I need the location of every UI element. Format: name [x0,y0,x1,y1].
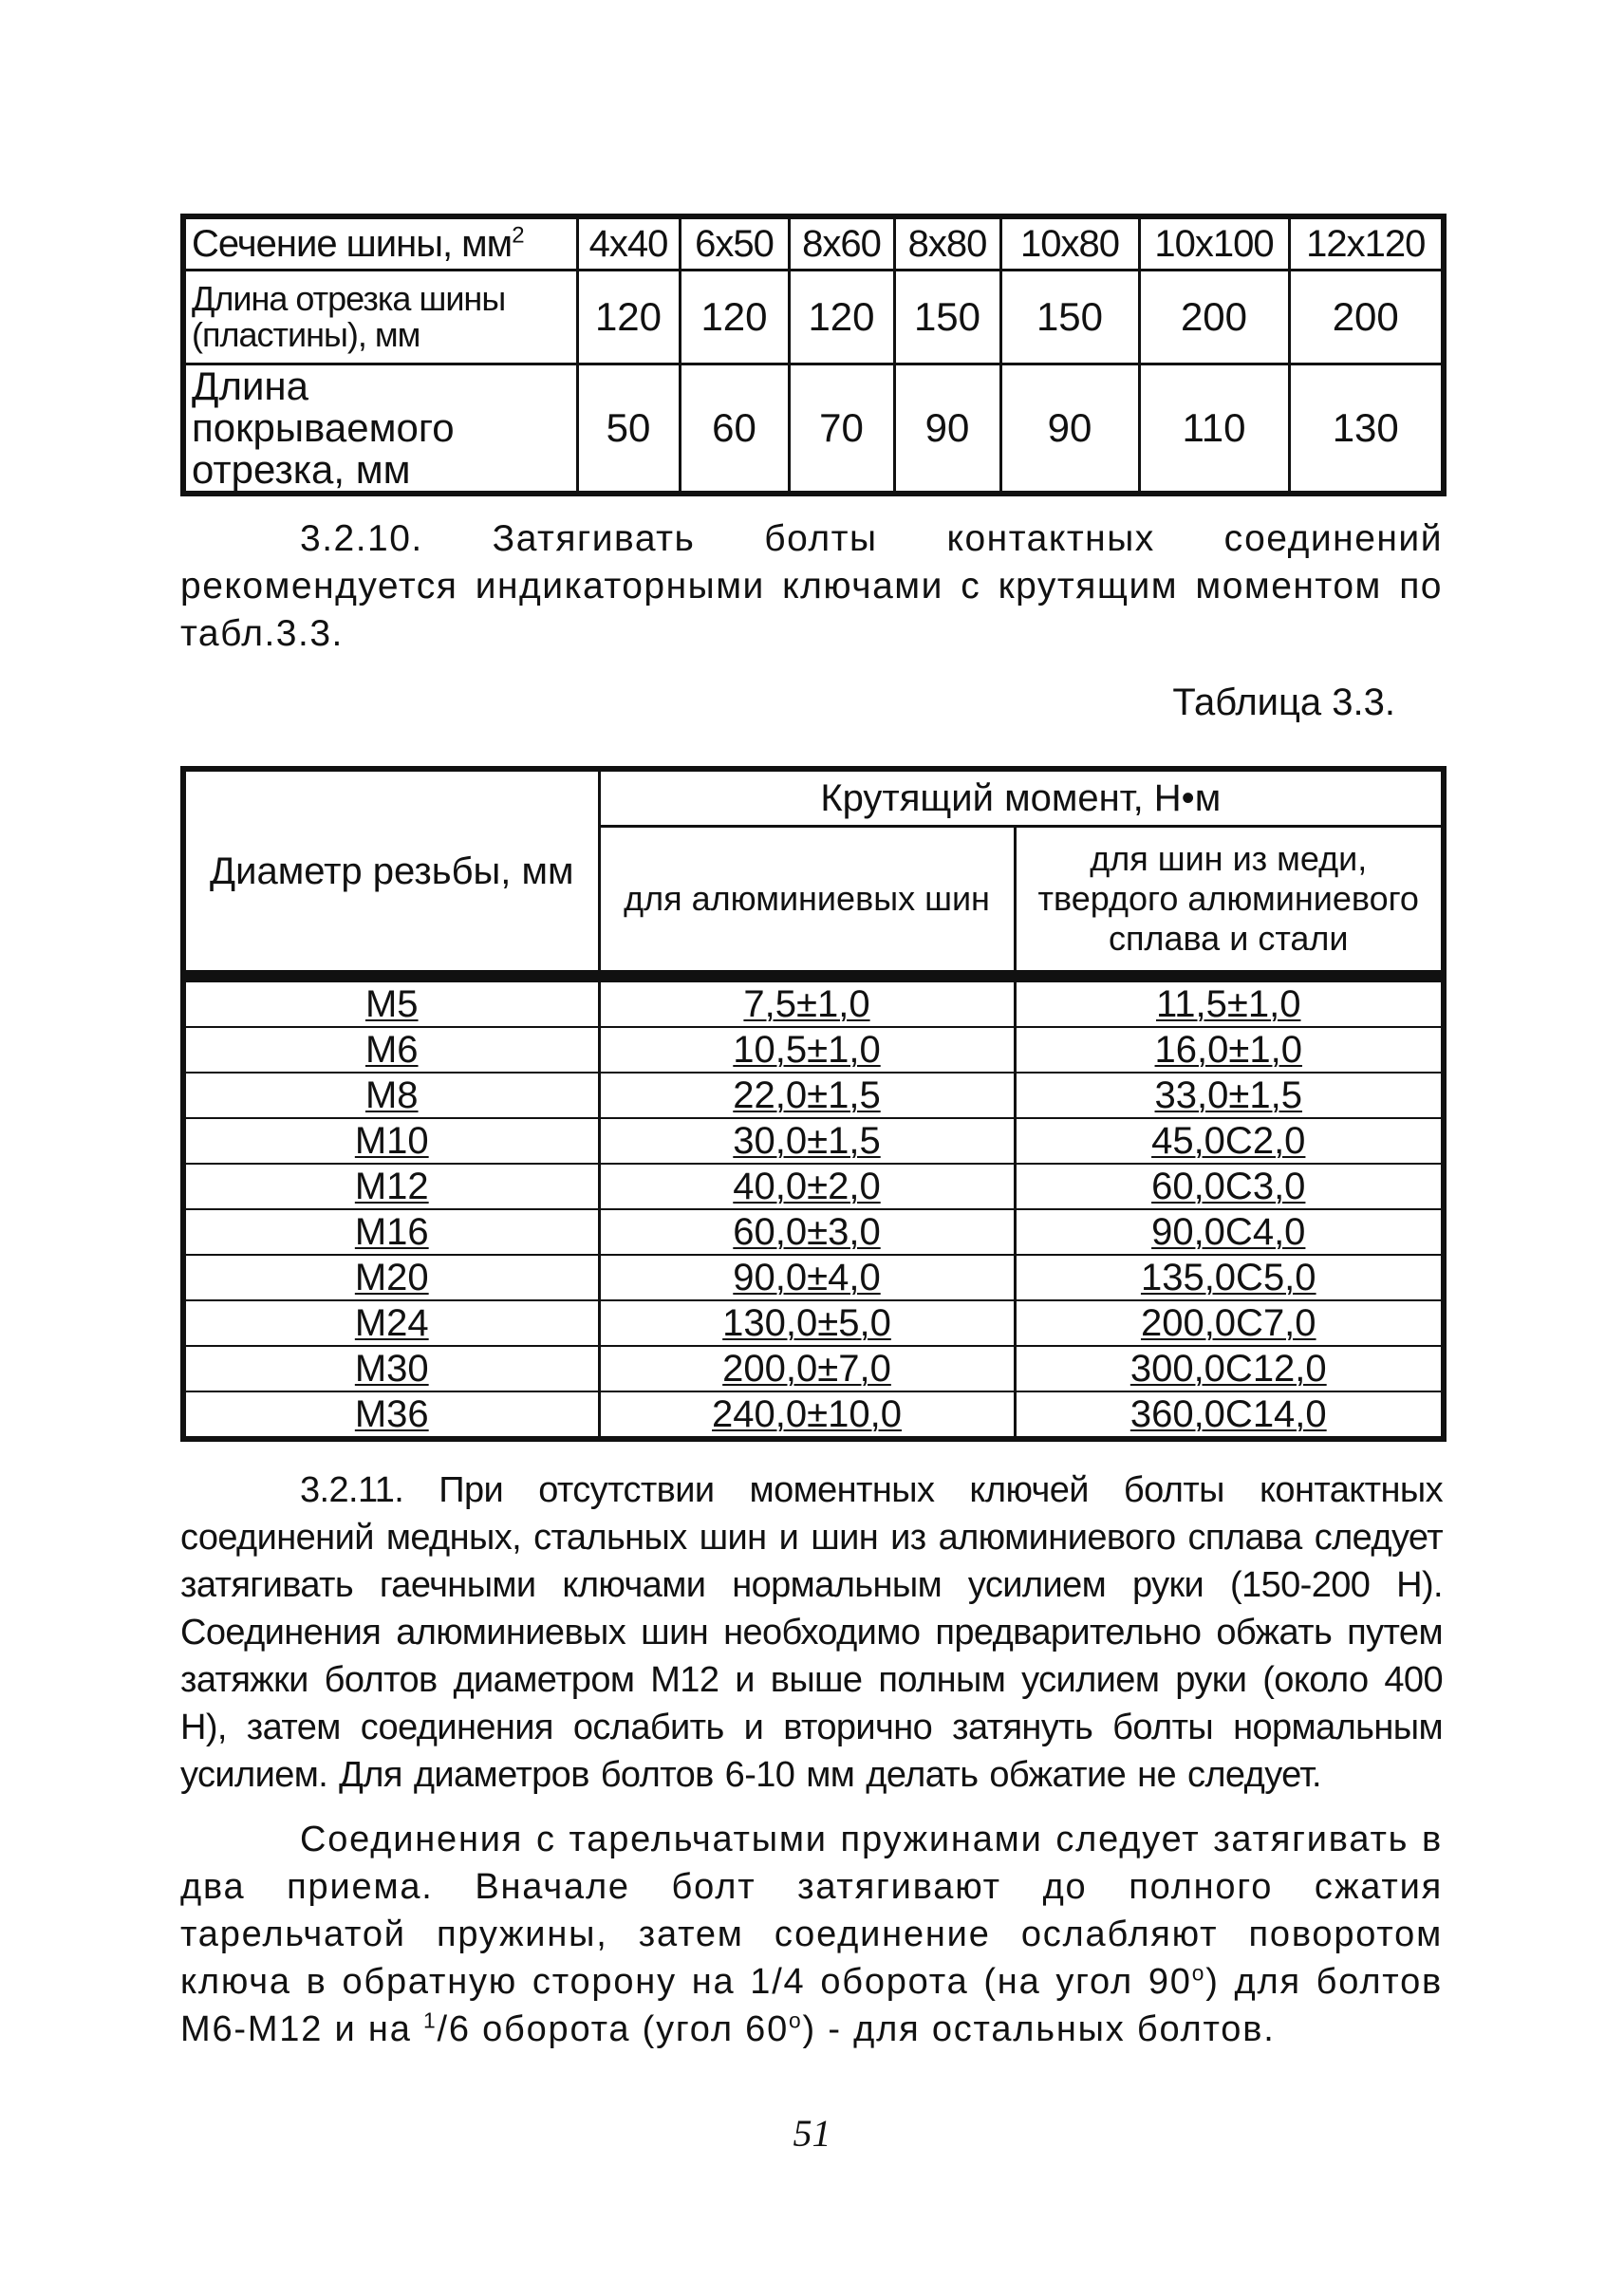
diameter-cell: M6 [183,1027,599,1073]
aluminium-torque-cell: 40,0±2,0 [599,1164,1015,1209]
section-cell: 4x40 [577,216,680,271]
diameter-column-header: Диаметр резьбы, мм [183,769,599,972]
piece-length-cell: 150 [1000,271,1139,364]
covered-length-label: Длина покрываемого отрезка, мм [183,364,577,495]
section-cell: 10x80 [1000,216,1139,271]
section-cell: 12x120 [1289,216,1444,271]
covered-length-row [183,364,1444,495]
covered-length-cell: 50 [577,364,680,495]
paragraph-3-2-10: 3.2.10. Затягивать болты контактных соединений рекомендуется индикаторными ключами с крутящим моментом по табл.3.3. [180,518,1443,655]
table-row [183,1346,1444,1391]
busbar-section-table [180,214,1447,496]
table-row [183,981,1444,1027]
copper-torque-cell: 200,0C7,0 [1015,1300,1444,1346]
copper-torque-cell: 60,0C3,0 [1015,1164,1444,1209]
copper-torque-cell: 33,0±1,5 [1015,1073,1444,1118]
piece-length-row [183,271,1444,364]
aluminium-torque-cell: 30,0±1,5 [599,1118,1015,1164]
header-separator [183,972,1444,982]
torque-column-header: Крутящий момент, Н•м [599,769,1444,827]
table-3-3-caption: Таблица 3.3. [1172,682,1395,724]
diameter-cell: M12 [183,1164,599,1209]
table-row [183,1391,1444,1439]
covered-length-cell: 90 [894,364,1000,495]
table-row [183,1073,1444,1118]
diameter-cell: M10 [183,1118,599,1164]
aluminium-torque-cell: 240,0±10,0 [599,1391,1015,1439]
copper-torque-cell: 135,0C5,0 [1015,1255,1444,1300]
piece-length-label: Длина отрезка шины (пластины), мм [183,271,577,364]
aluminium-torque-cell: 130,0±5,0 [599,1300,1015,1346]
piece-length-cell: 150 [894,271,1000,364]
covered-length-cell: 130 [1289,364,1444,495]
section-cell: 6x50 [680,216,789,271]
degree-sign: o [1191,1960,1206,1986]
diameter-cell: M30 [183,1346,599,1391]
table-row [183,1027,1444,1073]
aluminium-torque-cell: 90,0±4,0 [599,1255,1015,1300]
copper-steel-column-header: для шин из меди, твердого алюминиевого сплава и стали [1015,827,1444,972]
fraction-numerator: 1 [422,2007,438,2033]
page-number: 51 [793,2112,831,2155]
torque-table [180,766,1447,1442]
section-cell: 8x80 [894,216,1000,271]
diameter-cell: M20 [183,1255,599,1300]
diameter-cell: M5 [183,981,599,1027]
copper-torque-cell: 45,0C2,0 [1015,1118,1444,1164]
diameter-cell: M24 [183,1300,599,1346]
covered-length-cell: 110 [1139,364,1289,495]
section-header-row [183,216,1444,271]
covered-length-cell: 70 [789,364,894,495]
aluminium-torque-cell: 10,5±1,0 [599,1027,1015,1073]
aluminium-torque-cell: 60,0±3,0 [599,1209,1015,1255]
covered-length-cell: 60 [680,364,789,495]
copper-torque-cell: 300,0C12,0 [1015,1346,1444,1391]
copper-torque-cell: 360,0C14,0 [1015,1391,1444,1439]
degree-sign: o [789,2007,803,2033]
piece-length-cell: 200 [1289,271,1444,364]
diameter-cell: M8 [183,1073,599,1118]
copper-torque-cell: 11,5±1,0 [1015,981,1444,1027]
paragraph-3-2-11: 3.2.11. При отсутствии моментных ключей болты контактных соединений медных, стальных шин и шин из алюминиевого сплава следует затягивать гаечными ключами нормальным усилием руки (150-200 Н). Соединения алюминиевых шин необходимо предварительно обжать путем затяжки болтов диаметром М12 и выше полным усилием руки (около 400 Н), затем соединения ослабить и вторично затянуть болты нормальным усилием. Для диаметров болтов 6-10 мм делать обжатие не следует. [180,1470,1443,1796]
copper-torque-cell: 16,0±1,0 [1015,1027,1444,1073]
copper-torque-cell: 90,0C4,0 [1015,1209,1444,1255]
piece-length-cell: 120 [789,271,894,364]
piece-length-cell: 200 [1139,271,1289,364]
page-content [180,214,1443,2053]
section-header-label: Сечение шины, $мм^2$ [183,216,577,271]
diameter-cell: M36 [183,1391,599,1439]
table-row [183,1300,1444,1346]
section-cell: 8x60 [789,216,894,271]
table-row [183,1255,1444,1300]
aluminium-column-header: для алюминиевых шин [599,827,1015,972]
piece-length-cell: 120 [577,271,680,364]
table-row [183,1118,1444,1164]
aluminium-torque-cell: 7,5±1,0 [599,981,1015,1027]
table-row [183,1164,1444,1209]
section-cell: 10x100 [1139,216,1289,271]
torque-header-row [183,769,1444,827]
aluminium-torque-cell: 22,0±1,5 [599,1073,1015,1118]
aluminium-torque-cell: 200,0±7,0 [599,1346,1015,1391]
piece-length-cell: 120 [680,271,789,364]
covered-length-cell: 90 [1000,364,1139,495]
table-row [183,1209,1444,1255]
diameter-cell: M16 [183,1209,599,1255]
paragraph-disc-springs: Соединения с тарельчатыми пружинами следует затягивать в два приема. Вначале болт затягивают до полного сжатия тарельчатой пружины, затем соединение ослабляют поворотом ключа в обратную сторону на 1/4 оборота (на угол 90$^o$) для болтов М6-М12 и на $^1$/6 оборота (угол 60$^o$) - для остальных болтов. [180,1820,1443,2050]
